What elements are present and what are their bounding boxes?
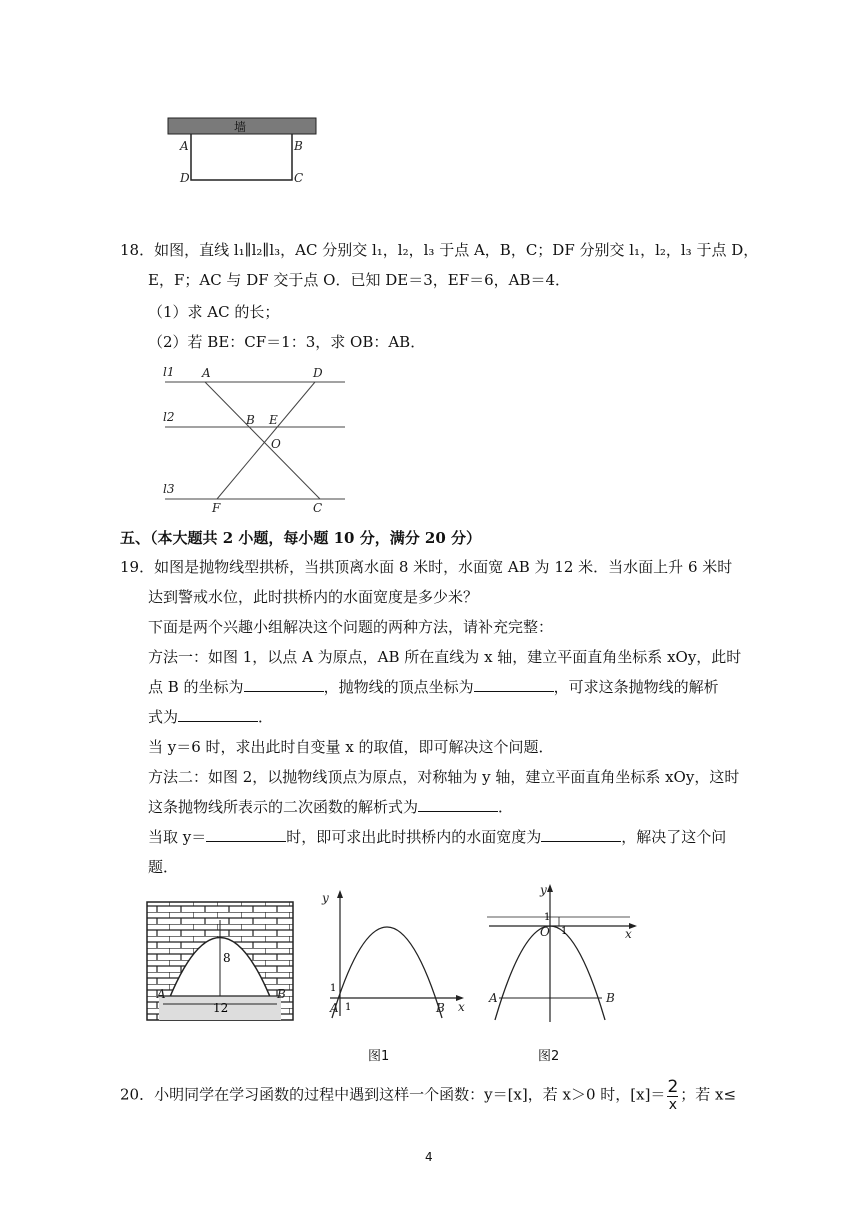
label-b: B <box>246 413 255 427</box>
tick-one-x: 1 <box>561 926 568 937</box>
label-a: A <box>330 1001 339 1015</box>
q19-line6 <box>148 707 273 727</box>
q20-line1 <box>120 1078 736 1113</box>
section-5-header: 五、（本大题共 2 小题，每小题 10 分，满分 20 分） <box>120 529 482 547</box>
answer-blank-expr1[interactable] <box>178 707 258 722</box>
y-axis-label: y <box>540 883 547 897</box>
page-number: 4 <box>425 1150 433 1164</box>
fraction-2-over-x <box>667 1078 678 1113</box>
label-b: B <box>294 139 303 153</box>
q18-line1: 18．如图，直线 l₁∥l₂∥l₃，AC 分别交 l₁，l₂，l₃ 于点 A，B，C；DF 分别交 l₁，l₂，l₃ 于点 D， <box>120 241 759 259</box>
rectangle-abcd <box>191 134 292 180</box>
q19-line11: 题． <box>148 858 179 876</box>
label-l1: l1 <box>163 365 175 379</box>
caption-figure-2: 图2 <box>538 1049 560 1064</box>
answer-blank-expr2[interactable] <box>418 797 498 812</box>
q19-line1: 19．如图是抛物线型拱桥，当拱顶离水面 8 米时，水面宽 AB 为 12 米．当水面上升 6 米时 <box>120 558 733 576</box>
q18-line2: E，F；AC 与 DF 交于点 O．已知 DE＝3，EF＝6，AB＝4． <box>148 271 571 289</box>
y-axis-label: y <box>322 891 329 905</box>
q19-line6-b: ． <box>258 708 274 726</box>
x-axis-label: x <box>625 927 632 941</box>
x-axis-label: x <box>458 1000 465 1014</box>
tick-one-x: 1 <box>345 1002 352 1013</box>
parallel-lines-figure <box>155 362 355 514</box>
label-e: E <box>269 413 278 427</box>
fraction-numerator: 2 <box>667 1077 679 1097</box>
q19-line5-a: 点 B 的坐标为 <box>148 678 244 696</box>
figure-1-graph <box>312 888 472 1028</box>
wall-rectangle-figure <box>160 110 330 190</box>
label-b: B <box>606 991 615 1005</box>
q19-line5 <box>148 677 719 697</box>
q18-sub2: （2）若 BE：CF＝1：3，求 OB：AB． <box>148 333 426 351</box>
label-l2: l2 <box>163 410 175 424</box>
q19-line9-a: 这条抛物线所表示的二次函数的解析式为 <box>148 798 419 816</box>
tick-one-y: 1 <box>330 983 337 994</box>
answer-blank-vertex[interactable] <box>474 677 554 692</box>
wall-label: 墙 <box>233 120 247 134</box>
label-a: A <box>157 987 166 1001</box>
answer-blank-b-coord[interactable] <box>244 677 324 692</box>
q19-line5-b: ，抛物线的顶点坐标为 <box>323 678 474 696</box>
q19-line3: 下面是两个兴趣小组解决这个问题的两种方法，请补充完整： <box>148 618 554 636</box>
q19-line6-a: 式为 <box>148 708 179 726</box>
figure-2-graph <box>485 882 645 1024</box>
label-c: C <box>294 171 304 185</box>
q19-line10-c: ，解决了这个问 <box>621 828 727 846</box>
label-d: D <box>313 366 323 380</box>
label-o: O <box>540 925 550 939</box>
answer-blank-width[interactable] <box>541 827 621 842</box>
label-o: O <box>271 437 281 451</box>
bridge-illustration <box>145 900 295 1025</box>
label-f: F <box>212 501 221 514</box>
label-a: A <box>180 139 189 153</box>
q19-line10-a: 当取 y＝ <box>148 828 207 846</box>
width-label: 12 <box>213 1001 229 1015</box>
q19-line10-b: 时，即可求出此时拱桥内的水面宽度为 <box>286 828 542 846</box>
q19-line8: 方法二：如图 2，以抛物线顶点为原点，对称轴为 y 轴，建立平面直角坐标系 xOy，这时 <box>148 768 740 786</box>
label-c: C <box>313 501 323 514</box>
q18-sub1: （1）求 AC 的长； <box>148 303 280 321</box>
fraction-denominator: x <box>668 1097 677 1113</box>
caption-figure-1: 图1 <box>368 1049 390 1064</box>
height-label: 8 <box>223 951 231 965</box>
tick-one-y: 1 <box>544 912 551 923</box>
q19-line4: 方法一：如图 1，以点 A 为原点，AB 所在直线为 x 轴，建立平面直角坐标系 xOy，此时 <box>148 648 742 666</box>
q19-line7: 当 y＝6 时，求出此时自变量 x 的取值，即可解决这个问题． <box>148 738 554 756</box>
label-b: B <box>436 1001 445 1015</box>
answer-blank-y[interactable] <box>206 827 286 842</box>
q19-line2: 达到警戒水位，此时拱桥内的水面宽度是多少米？ <box>148 588 479 606</box>
label-a: A <box>202 366 211 380</box>
label-d: D <box>180 171 190 185</box>
q20-text-a: 20．小明同学在学习函数的过程中遇到这样一个函数：y＝[x]，若 x＞0 时，[x]＝ <box>120 1085 666 1104</box>
label-b: B <box>277 987 286 1001</box>
q19-line10 <box>148 827 726 847</box>
q19-line5-c: ，可求这条抛物线的解析 <box>553 678 719 696</box>
q19-line9 <box>148 797 513 817</box>
q19-line9-b: ． <box>498 798 514 816</box>
q20-text-b: ；若 x≤ <box>680 1085 737 1104</box>
label-a: A <box>489 991 498 1005</box>
label-l3: l3 <box>163 482 175 496</box>
